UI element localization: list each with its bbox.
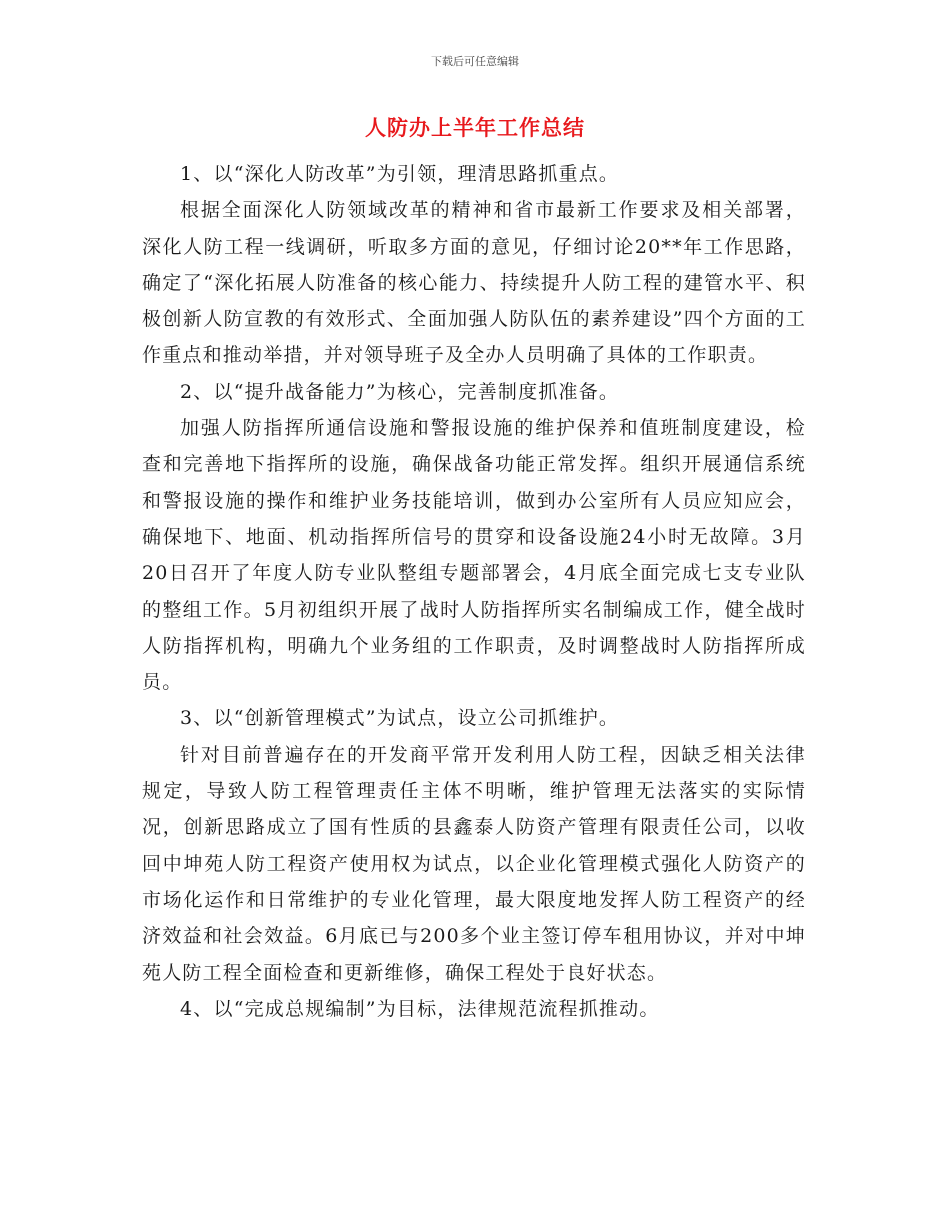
paragraph-section-1-body: 根据全面深化人防领域改革的精神和省市最新工作要求及相关部署，深化人防工程一线调研，听取多方面的意见，仔细讨论20**年工作思路，确定了“深化拓展人防准备的核心能力、持续提升人防工程的建管水平、积极创新人防宣教的有效形式、全面加强人防队伍的素养建设”四个方面的工作重点和推动举措，并对领导班子及全办人员明确了具体的工作职责。 xyxy=(142,199,806,367)
paragraph-section-2-heading: 2、以“提升战备能力”为核心，完善制度抓准备。 xyxy=(180,380,620,403)
paragraph-section-1-heading: 1、以“深化人防改革”为引领，理清思路抓重点。 xyxy=(180,163,620,185)
paragraph-section-3-heading: 3、以“创新管理模式”为试点，设立公司抓维护。 xyxy=(180,707,620,730)
paragraph-section-3-body: 针对目前普遍存在的开发商平常开发利用人防工程，因缺乏相关法律规定，导致人防工程管理责任主体不明晰，维护管理无法落实的实际情况，创新思路成立了国有性质的县鑫泰人防资产管理有限责任公司，以收回中坤苑人防工程资产使用权为试点，以企业化管理模式强化人防资产的市场化运作和日常维护的专业化管理，最大限度地发挥人防工程资产的经济效益和社会效益。6月底已与200多个业主签订停车租用协议，并对中坤苑人防工程全面检查和更新维修，确保工程处于良好状态。 xyxy=(142,743,806,984)
document-title: 人防办上半年工作总结 xyxy=(365,116,585,140)
header-note: 下载后可任意编辑 xyxy=(431,55,519,68)
document-body xyxy=(142,156,806,1027)
paragraph-section-4-heading: 4、以“完成总规编制”为目标，法律规范流程抓推动。 xyxy=(180,997,660,1020)
paragraph-section-2-body: 加强人防指挥所通信设施和警报设施的维护保养和值班制度建设，检查和完善地下指挥所的设施，确保战备功能正常发挥。组织开展通信系统和警报设施的操作和维护业务技能培训，做到办公室所有人员应知应会，确保地下、地面、机动指挥所信号的贯穿和设备设施24小时无故障。3月20日召开了年度人防专业队整组专题部署会，4月底全面完成七支专业队的整组工作。5月初组织开展了战时人防指挥所实名制编成工作，健全战时人防指挥机构，明确九个业务组的工作职责，及时调整战时人防指挥所成员。 xyxy=(142,417,806,694)
